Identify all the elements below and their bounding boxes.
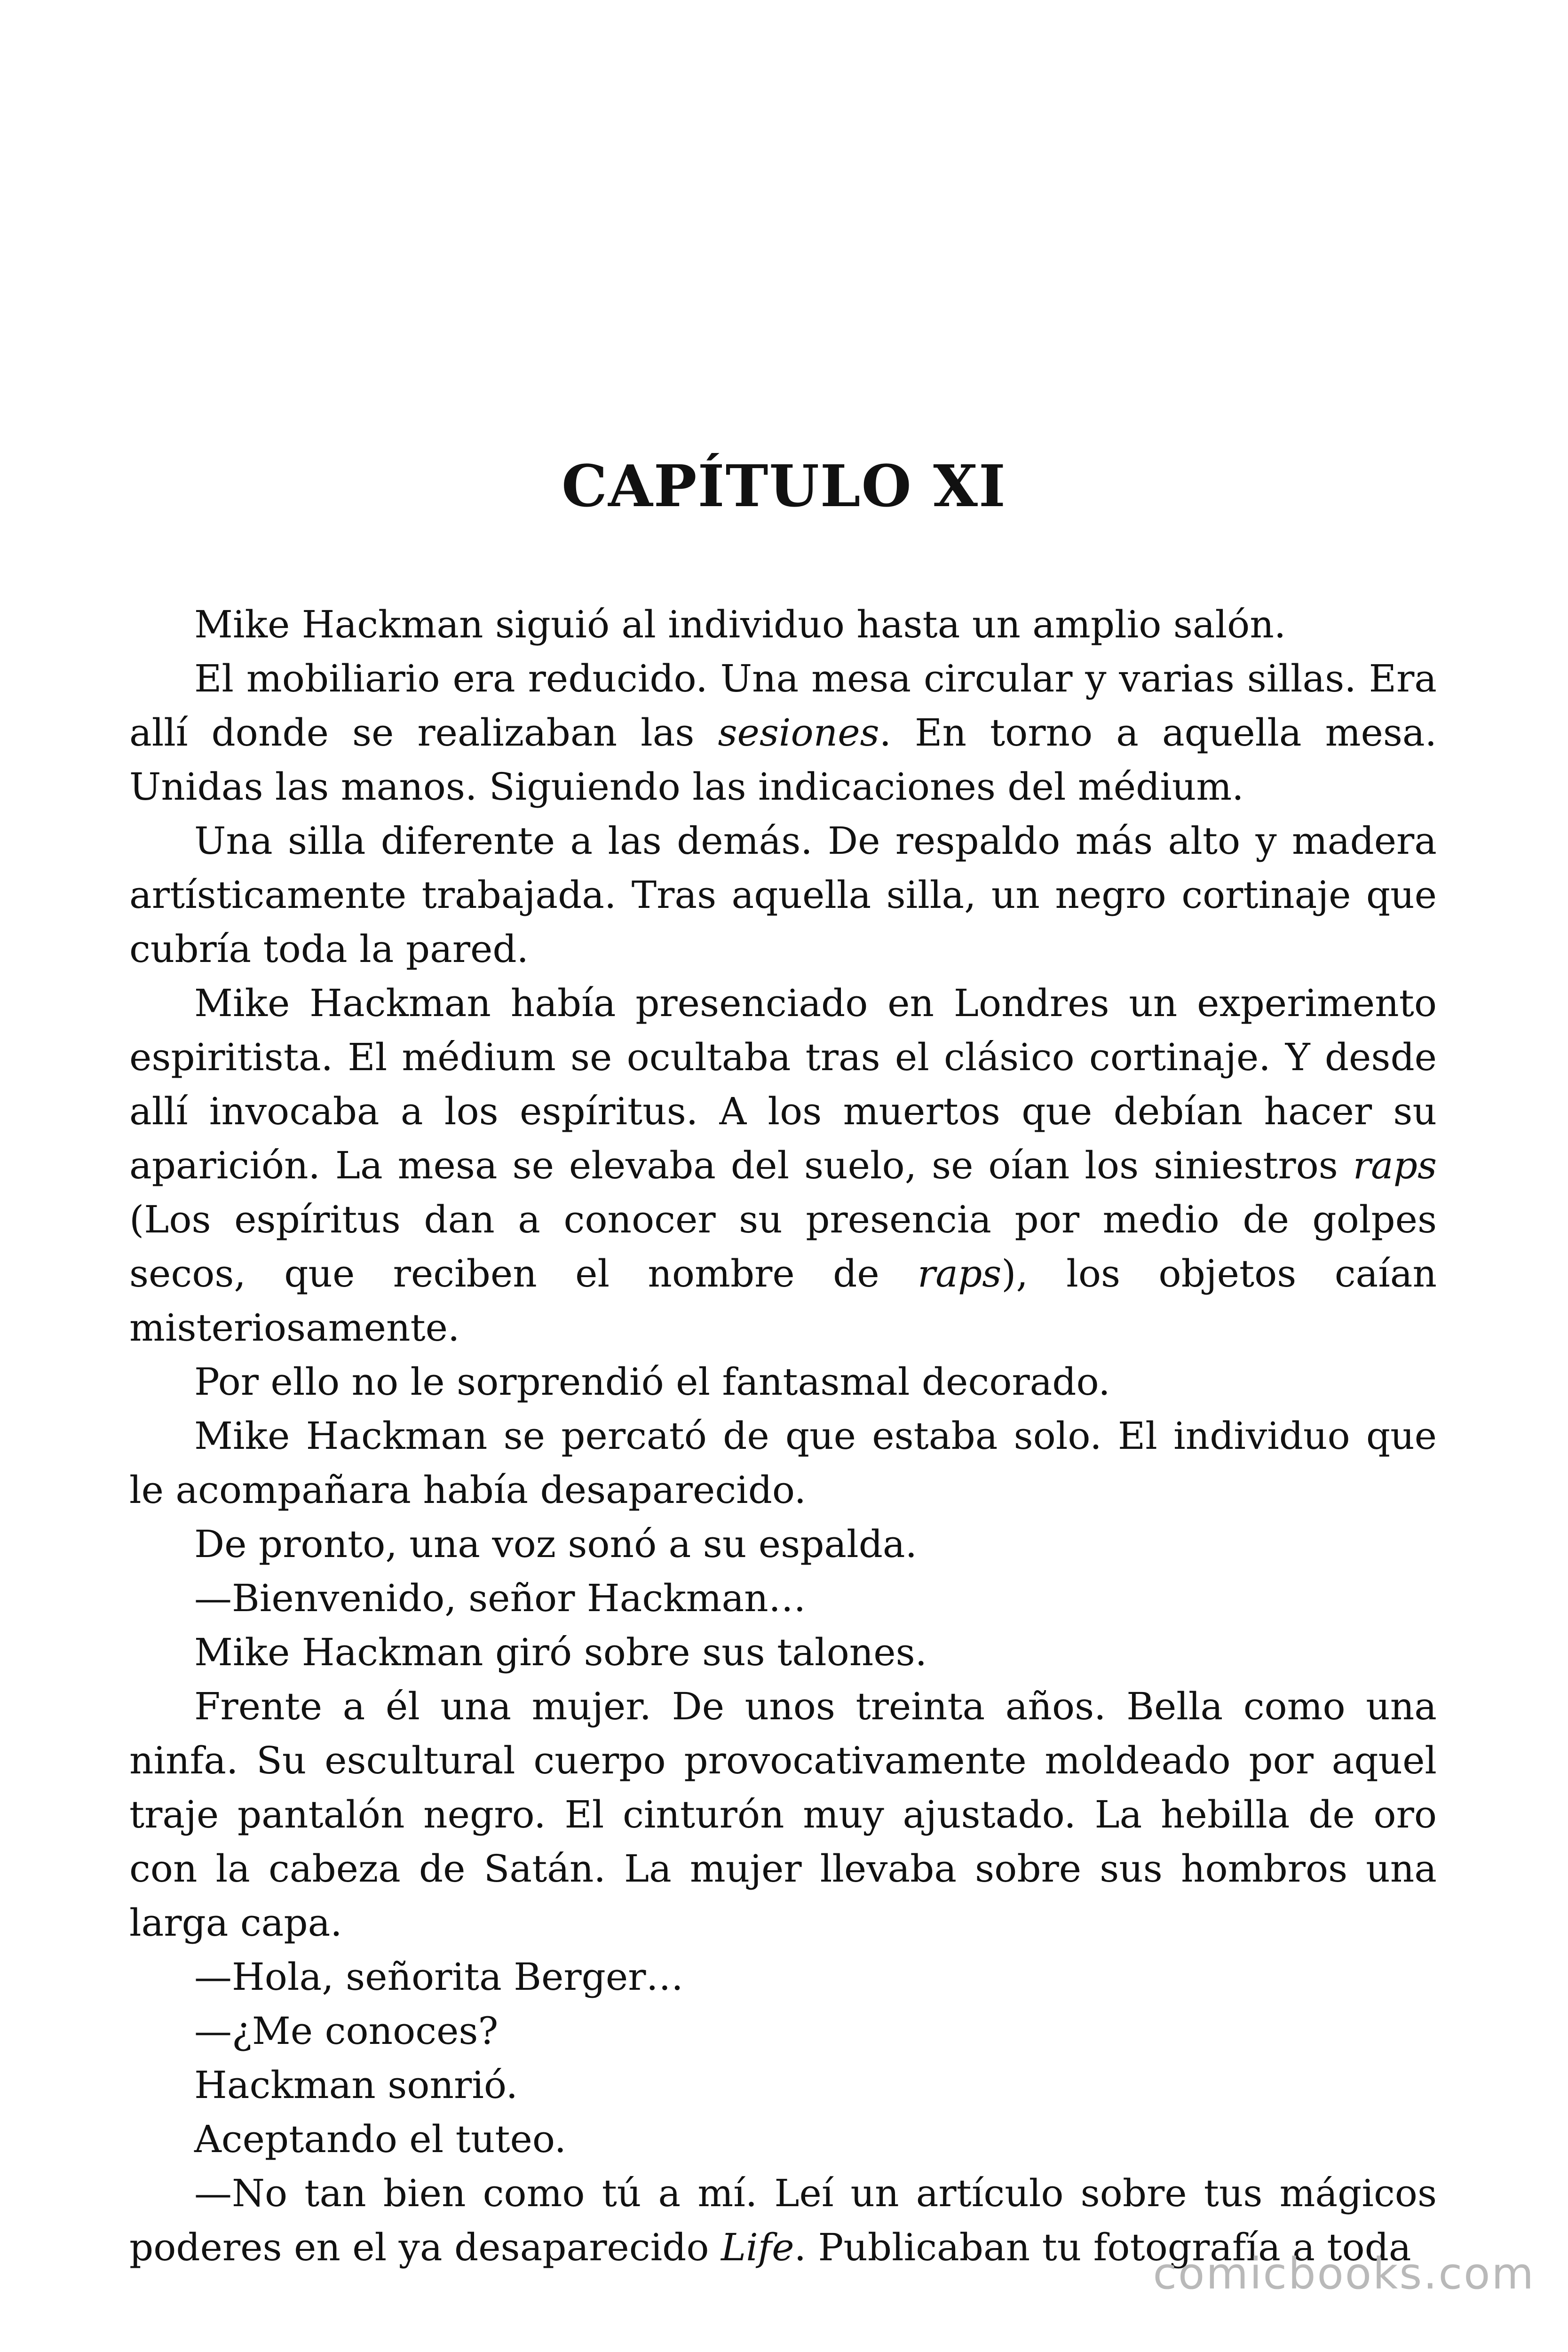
text-run: Frente a él una mujer. De unos treinta años. Bella como una ninfa. Su escultural cuerpo provocativamente moldeado por aquel traje pantalón negro. El cinturón muy ajustado. La hebilla de oro con la cabeza de Satán. La mujer llevaba sobre sus hombros una larga capa. (129, 1685, 1437, 1945)
text-run: —Hola, señorita Berger… (194, 1955, 684, 1999)
text-run: Mike Hackman siguió al individuo hasta un amplio salón. (194, 603, 1286, 646)
body-paragraph (129, 1950, 1437, 2004)
body-paragraph (129, 652, 1437, 814)
body-paragraph (129, 1679, 1437, 1950)
body-paragraph (129, 1355, 1437, 1409)
body-paragraph (129, 814, 1437, 976)
body-paragraph (129, 1571, 1437, 1625)
text-run: De pronto, una voz sonó a su espalda. (194, 1522, 918, 1566)
text-run: —No tan bien como tú a mí. Leí un artículo sobre tus mágicos poderes en el ya desaparecido (129, 2171, 1437, 2269)
italic-run: sesiones (718, 711, 879, 755)
body-paragraph (129, 597, 1437, 652)
text-run: —¿Me conoces? (194, 2009, 499, 2053)
text-run: Una silla diferente a las demás. De respaldo más alto y madera artísticamente trabajada. Tras aquella silla, un negro cortinaje que cubría toda la pared. (129, 819, 1437, 971)
body-paragraph (129, 1409, 1437, 1517)
text-run: ), los objetos caían misteriosamente. (129, 1252, 1437, 1350)
body-paragraph (129, 976, 1437, 1355)
text-run: —Bienvenido, señor Hackman… (194, 1576, 806, 1620)
text-run: Mike Hackman había presenciado en Londres un experimento espiritista. El médium se ocultaba tras el clásico cortinaje. Y desde allí invocaba a los espíritus. A los muertos que debían hacer su aparición. La mesa se elevaba del suelo, se oían los siniestros (129, 981, 1437, 1187)
chapter-body (129, 597, 1437, 2274)
text-run: Mike Hackman se percató de que estaba solo. El individuo que le acompañara había desaparecido. (129, 1414, 1437, 1512)
italic-run: raps (1353, 1144, 1437, 1187)
body-paragraph (129, 2112, 1437, 2166)
body-paragraph (129, 1517, 1437, 1571)
text-run: Aceptando el tuteo. (194, 2117, 567, 2161)
text-run: Hackman sonrió. (194, 2063, 518, 2107)
text-run: Mike Hackman giró sobre sus talones. (194, 1630, 927, 1674)
italic-run: Life (721, 2225, 794, 2269)
text-run: (Los espíritus dan a conocer su presencia por medio de golpes secos, que reciben el nombre de (129, 1198, 1437, 1295)
italic-run: raps (918, 1252, 1002, 1295)
text-run: . En torno a aquella mesa. Unidas las manos. Siguiendo las indicaciones del médium. (129, 711, 1437, 809)
text-run: El mobiliario era reducido. Una mesa circular y varias sillas. Era allí donde se realizaban las (129, 657, 1437, 755)
watermark: comicbooks.com (1153, 2249, 1535, 2299)
body-paragraph (129, 2058, 1437, 2112)
body-paragraph (129, 2004, 1437, 2058)
chapter-title: CAPÍTULO XI (562, 452, 1006, 520)
body-paragraph (129, 1625, 1437, 1679)
text-run: . Publicaban tu fotografía a toda (794, 2225, 1411, 2269)
text-run: Por ello no le sorprendió el fantasmal decorado. (194, 1360, 1110, 1404)
